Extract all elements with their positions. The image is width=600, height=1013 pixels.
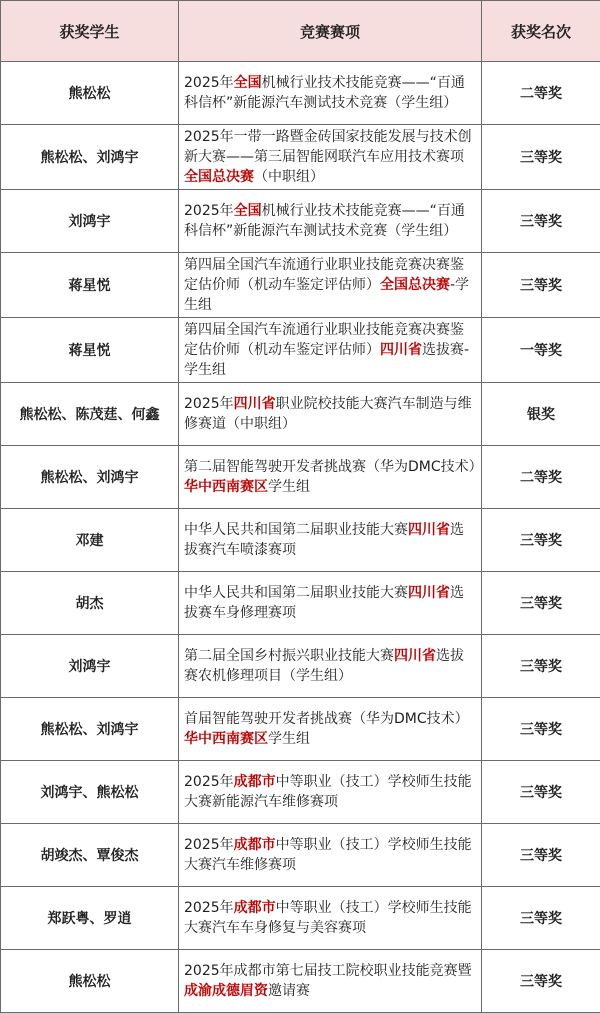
event-cell xyxy=(179,635,482,698)
event-highlight: 四川省 xyxy=(380,342,422,358)
table-body xyxy=(1,62,600,1013)
student-cell: 蒋星悦 xyxy=(1,318,179,383)
event-cell xyxy=(179,190,482,253)
table-row xyxy=(1,950,600,1013)
event-highlight: 成都市 xyxy=(234,774,276,790)
header-event: 竞赛赛项 xyxy=(179,1,482,62)
award-cell: 三等奖 xyxy=(482,125,600,190)
table-row xyxy=(1,572,600,635)
student-cell: 胡杰 xyxy=(1,572,179,635)
table-row xyxy=(1,253,600,318)
award-cell: 三等奖 xyxy=(482,253,600,318)
event-text: 中等职业（技工）学校师生技能大赛汽车维修赛项 xyxy=(184,837,472,873)
table-row xyxy=(1,190,600,253)
event-cell xyxy=(179,824,482,887)
award-cell: 银奖 xyxy=(482,383,600,446)
event-text: 2025年 xyxy=(184,900,234,916)
award-cell: 三等奖 xyxy=(482,635,600,698)
table-row xyxy=(1,446,600,509)
table-row xyxy=(1,509,600,572)
event-text: 中等职业（技工）学校师生技能大赛汽车车身修复与美容赛项 xyxy=(184,900,472,936)
event-text: 选拔赛车身修理赛项 xyxy=(184,585,464,621)
award-cell: 三等奖 xyxy=(482,190,600,253)
student-cell: 熊松松、刘鸿宇 xyxy=(1,698,179,761)
award-cell: 三等奖 xyxy=(482,698,600,761)
event-highlight: 成都市 xyxy=(234,900,276,916)
table-row xyxy=(1,125,600,190)
event-cell xyxy=(179,62,482,125)
event-text: -学生组 xyxy=(184,277,469,313)
student-cell: 刘鸿宇 xyxy=(1,190,179,253)
event-cell xyxy=(179,509,482,572)
student-cell: 刘鸿宇 xyxy=(1,635,179,698)
event-highlight: 全国 xyxy=(234,75,262,91)
event-cell xyxy=(179,318,482,383)
student-cell: 熊松松、刘鸿宇 xyxy=(1,125,179,190)
event-text: 机械行业技术技能竞赛——“百通科信杯”新能源汽车测试技术竞赛（学生组） xyxy=(184,203,465,239)
event-text: 机械行业技术技能竞赛——“百通科信杯”新能源汽车测试技术竞赛（学生组） xyxy=(184,75,465,111)
event-cell xyxy=(179,761,482,824)
event-cell xyxy=(179,253,482,318)
event-text: 2025年 xyxy=(184,774,234,790)
event-cell xyxy=(179,887,482,950)
event-text: 2025年一带一路暨金砖国家技能发展与技术创新大赛——第三届智能网联汽车应用技术赛项 xyxy=(184,129,472,165)
event-highlight: 四川省 xyxy=(408,522,450,538)
award-cell: 三等奖 xyxy=(482,950,600,1013)
table-row xyxy=(1,698,600,761)
table-row xyxy=(1,62,600,125)
event-text: 2025年 xyxy=(184,396,234,412)
event-highlight: 全国总决赛 xyxy=(184,169,254,185)
event-cell xyxy=(179,383,482,446)
student-cell: 邓建 xyxy=(1,509,179,572)
student-cell: 熊松松、刘鸿宇 xyxy=(1,446,179,509)
event-text: 选拔赛-学生组 xyxy=(184,342,469,378)
student-cell: 熊松松 xyxy=(1,62,179,125)
event-text: 中华人民共和国第二届职业技能大赛 xyxy=(184,585,408,601)
student-cell: 胡竣杰、覃俊杰 xyxy=(1,824,179,887)
event-highlight: 四川省 xyxy=(394,648,436,664)
event-cell xyxy=(179,125,482,190)
student-cell: 刘鸿宇、熊松松 xyxy=(1,761,179,824)
student-cell: 熊松松 xyxy=(1,950,179,1013)
award-cell: 二等奖 xyxy=(482,62,600,125)
event-text: 2025年 xyxy=(184,203,234,219)
event-text: 邀请赛 xyxy=(268,983,310,999)
student-cell: 郑跃粤、罗逍 xyxy=(1,887,179,950)
table-header xyxy=(1,1,600,62)
table-row xyxy=(1,824,600,887)
event-highlight: 华中西南赛区 xyxy=(184,479,268,495)
event-text: 中等职业（技工）学校师生技能大赛新能源汽车维修赛项 xyxy=(184,774,472,810)
event-highlight: 四川省 xyxy=(408,585,450,601)
event-text: （中职组） xyxy=(254,169,324,185)
event-text: 2025年 xyxy=(184,75,234,91)
table-row xyxy=(1,761,600,824)
event-highlight: 四川省 xyxy=(234,396,276,412)
award-cell: 一等奖 xyxy=(482,318,600,383)
header-student: 获奖学生 xyxy=(1,1,179,62)
header-row xyxy=(1,1,600,62)
event-text: 第四届全国汽车流通行业职业技能竞赛决赛鉴定估价师（机动车鉴定评估师） xyxy=(184,322,464,358)
event-text: 2025年 xyxy=(184,837,234,853)
event-highlight: 全国总决赛 xyxy=(380,277,450,293)
award-cell: 三等奖 xyxy=(482,887,600,950)
event-text: 学生组 xyxy=(268,479,310,495)
event-text: 职业院校技能大赛汽车制造与维修赛道（中职组） xyxy=(184,396,472,432)
event-highlight: 全国 xyxy=(234,203,262,219)
event-cell xyxy=(179,950,482,1013)
event-highlight: 华中西南赛区 xyxy=(184,731,268,747)
student-cell: 蒋星悦 xyxy=(1,253,179,318)
table-row xyxy=(1,318,600,383)
table-row xyxy=(1,887,600,950)
header-award: 获奖名次 xyxy=(482,1,600,62)
event-highlight: 成渝成德眉资 xyxy=(184,983,268,999)
event-cell xyxy=(179,572,482,635)
event-text: 选拔赛汽车喷漆赛项 xyxy=(184,522,464,558)
event-text: 学生组 xyxy=(268,731,310,747)
award-cell: 三等奖 xyxy=(482,761,600,824)
student-cell: 熊松松、陈茂莛、何鑫 xyxy=(1,383,179,446)
event-text: 选拔赛农机修理项目（学生组） xyxy=(184,648,464,684)
event-text: 首届智能驾驶开发者挑战赛（华为DMC技术） xyxy=(184,711,469,727)
table-row xyxy=(1,383,600,446)
award-cell: 三等奖 xyxy=(482,572,600,635)
award-cell: 三等奖 xyxy=(482,824,600,887)
event-cell xyxy=(179,446,482,509)
event-text: 第四届全国汽车流通行业职业技能竞赛决赛鉴定估价师（机动车鉴定评估师） xyxy=(184,257,464,293)
table-row xyxy=(1,635,600,698)
event-text: 第二届全国乡村振兴职业技能大赛 xyxy=(184,648,394,664)
event-highlight: 成都市 xyxy=(234,837,276,853)
event-text: 2025年成都市第七届技工院校职业技能竞赛暨 xyxy=(184,963,472,979)
event-text: 中华人民共和国第二届职业技能大赛 xyxy=(184,522,408,538)
event-cell xyxy=(179,698,482,761)
award-cell: 三等奖 xyxy=(482,509,600,572)
award-cell: 二等奖 xyxy=(482,446,600,509)
event-text: 第二届智能驾驶开发者挑战赛（华为DMC技术） xyxy=(184,459,483,475)
